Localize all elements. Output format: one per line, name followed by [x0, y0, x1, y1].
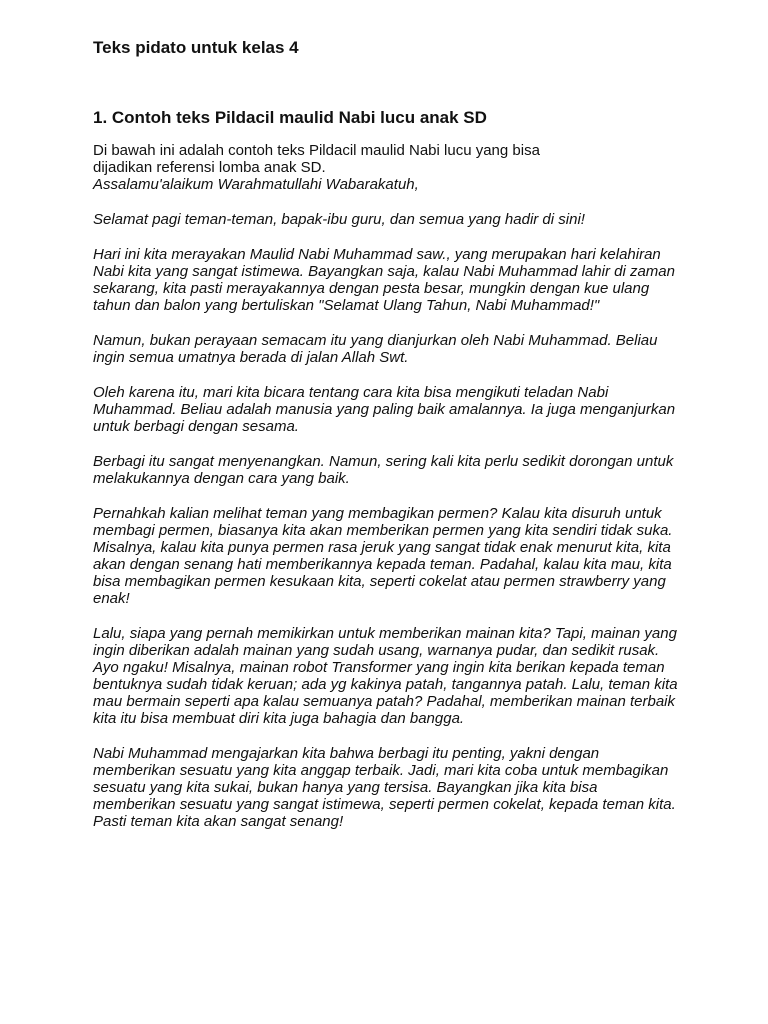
speech-paragraph: Lalu, siapa yang pernah memikirkan untuk memberikan mainan kita? Tapi, mainan yang ingin diberikan adalah mainan yang sudah usang, warnanya pudar, dan sedikit rusak. Ayo ngaku! Misalnya, mainan robot Transformer yang ingin kita berikan kepada teman bentuknya sudah tidak keruan; ada yg kakinya patah, tangannya patah. Lalu, teman kita mau bermain seperti apa kalau semuanya patah? Padahal, memberikan mainan terbaik kita itu bisa membuat diri kita juga bahagia dan bangga. — [93, 625, 678, 727]
intro-block — [93, 142, 683, 193]
speech-paragraph: Namun, bukan perayaan semacam itu yang dianjurkan oleh Nabi Muhammad. Beliau ingin semua umatnya berada di jalan Allah Swt. — [93, 332, 658, 366]
speech-paragraph: Pernahkah kalian melihat teman yang membagikan permen? Kalau kita disuruh untuk membagi permen, biasanya kita akan memberikan permen yang kita sendiri tidak suka. Misalnya, kalau kita punya permen rasa jeruk yang sangat tidak enak menurut kita, kita akan dengan senang hati memberikannya kepada teman. Padahal, kalau kita mau, kita bisa membagikan permen kesukaan kita, seperti cokelat atau permen strawberry yang enak! — [93, 505, 673, 607]
speech-paragraph: Selamat pagi teman-teman, bapak-ibu guru, dan semua yang hadir di sini! — [93, 211, 585, 228]
section-heading: 1. Contoh teks Pildacil maulid Nabi lucu anak SD — [93, 108, 487, 127]
speech-paragraph: Nabi Muhammad mengajarkan kita bahwa berbagi itu penting, yakni dengan memberikan sesuatu yang kita anggap terbaik. Jadi, mari kita coba untuk membagikan sesuatu yang kita sukai, bukan hanya yang tersisa. Bayangkan jika kita bisa memberikan sesuatu yang sangat istimewa, seperti permen cokelat, kepada teman kita. Pasti teman kita akan sangat senang! — [93, 745, 676, 830]
speech-paragraph: Oleh karena itu, mari kita bicara tentang cara kita bisa mengikuti teladan Nabi Muhammad. Beliau adalah manusia yang paling baik amalannya. Ia juga menganjurkan untuk berbagi dengan sesama. — [93, 384, 676, 435]
speech-paragraph: Berbagi itu sangat menyenangkan. Namun, sering kali kita perlu sedikit dorongan untuk melakukannya dengan cara yang baik. — [93, 453, 674, 487]
document-title: Teks pidato untuk kelas 4 — [93, 38, 299, 57]
intro-line: dijadikan referensi lomba anak SD. — [93, 159, 326, 176]
intro-line: Di bawah ini adalah contoh teks Pildacil maulid Nabi lucu yang bisa — [93, 142, 540, 159]
greeting-line: Assalamu'alaikum Warahmatullahi Wabarakatuh, — [93, 176, 419, 193]
document-page — [93, 38, 683, 830]
speech-paragraph: Hari ini kita merayakan Maulid Nabi Muhammad saw., yang merupakan hari kelahiran Nabi kita yang sangat istimewa. Bayangkan saja, kalau Nabi Muhammad lahir di zaman sekarang, kita pasti merayakannya dengan pesta besar, mungkin dengan kue ulang tahun dan balon yang bertuliskan "Selamat Ulang Tahun, Nabi Muhammad!" — [93, 246, 675, 314]
